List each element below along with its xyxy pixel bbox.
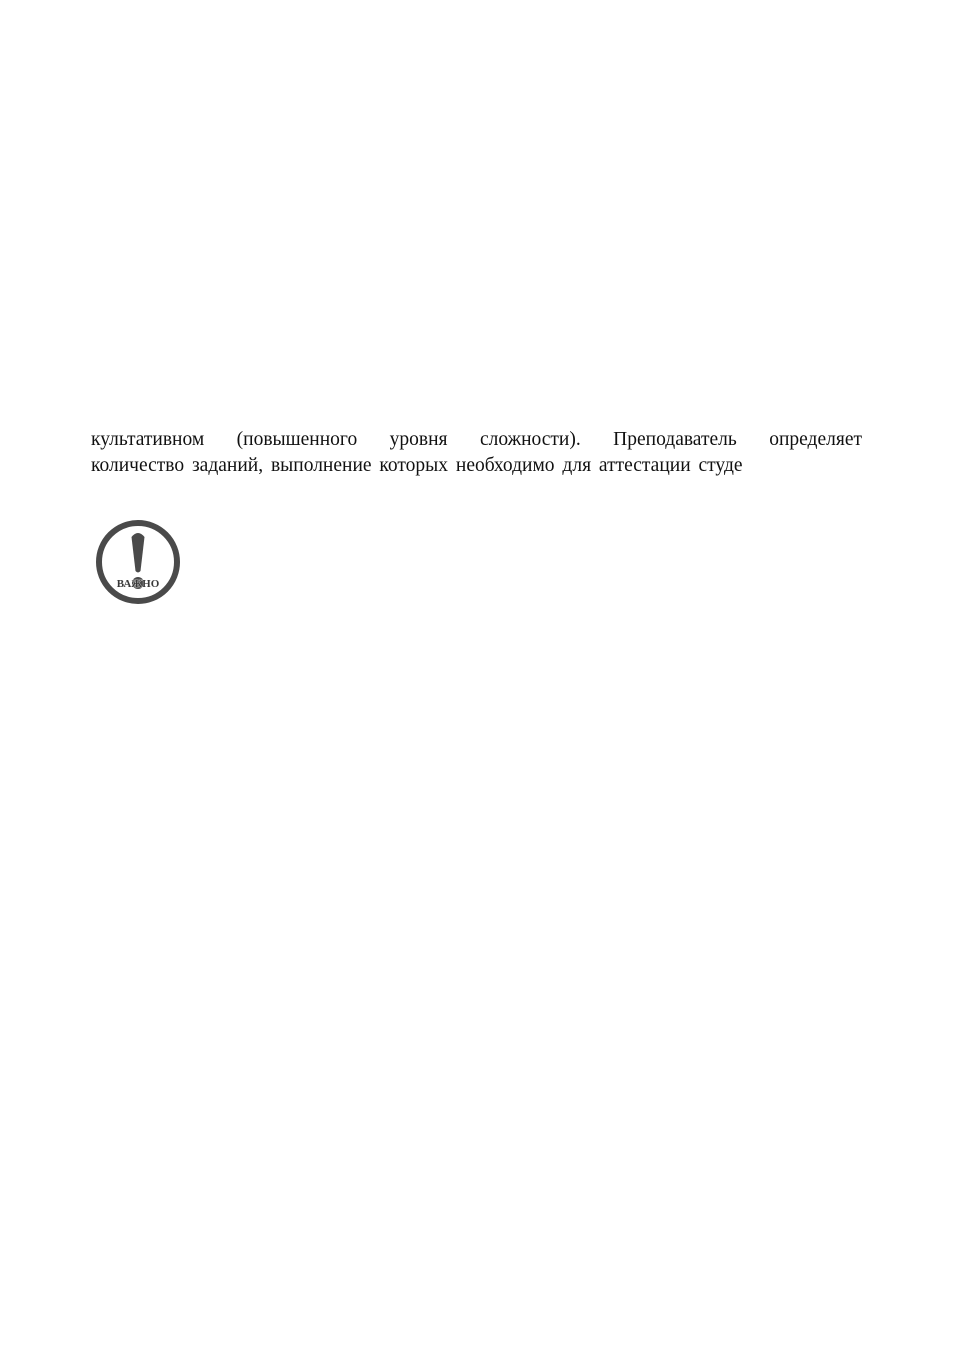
body-paragraph [91,427,862,479]
paragraph-line-1: культативном (повышенного уровня сложности). Преподаватель определяет [91,429,862,450]
paragraph-line-2: количество заданий, выполнение которых необходимо для аттестации студе [91,455,743,476]
important-notice-icon [95,519,181,605]
important-label: ВАЖНО [116,578,160,590]
